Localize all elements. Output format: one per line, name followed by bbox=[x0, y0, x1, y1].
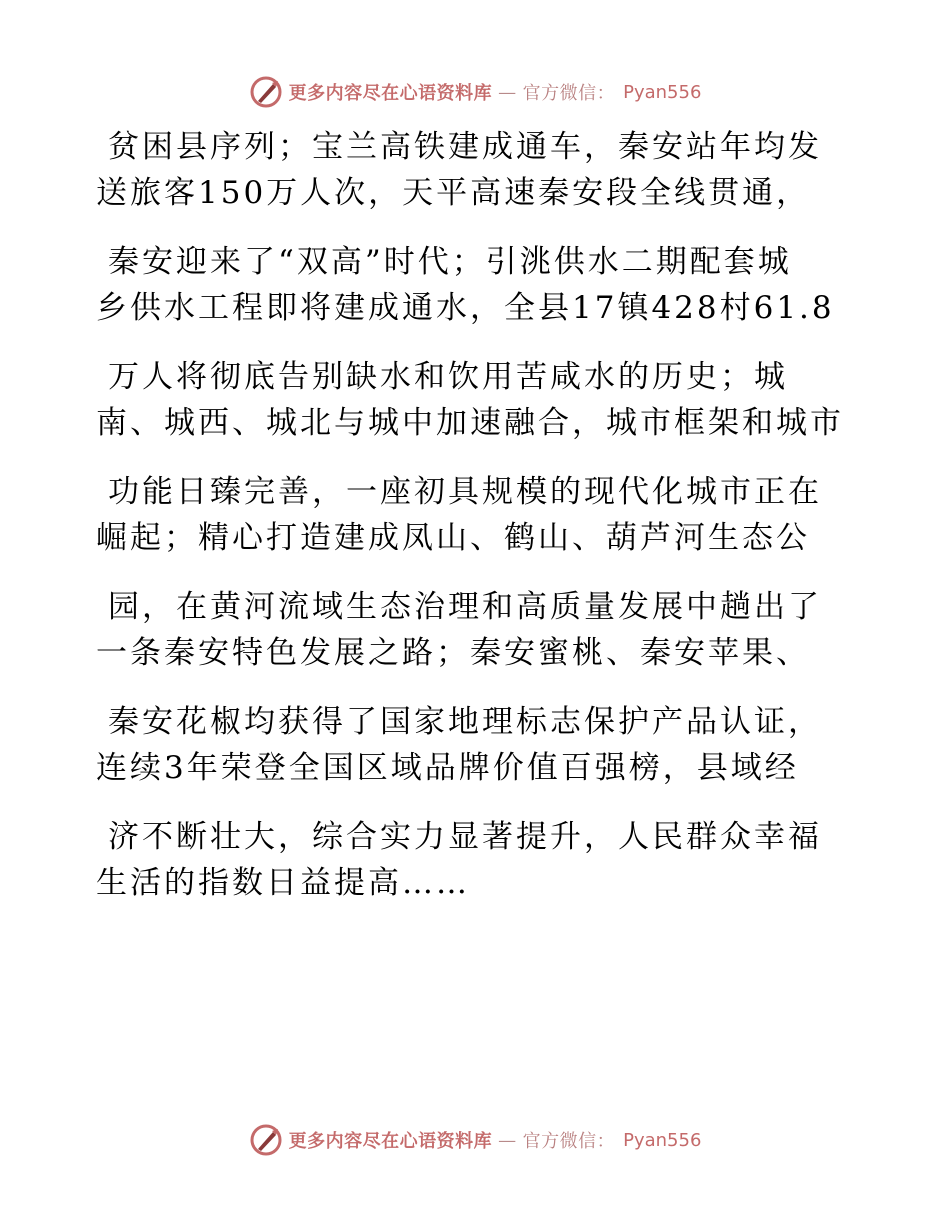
watermark-dash: — bbox=[498, 1129, 517, 1151]
watermark-main-text: 更多内容尽在心语资料库 bbox=[288, 1131, 493, 1152]
quill-logo-icon bbox=[249, 75, 283, 109]
paragraph-line: 乡供水工程即将建成通水，全县17镇428村61.8 bbox=[96, 290, 835, 326]
watermark-main-text: 更多内容尽在心语资料库 bbox=[288, 83, 493, 104]
paragraph-line: 贫困县序列；宝兰高铁建成通车，秦安站年均发 bbox=[108, 129, 822, 165]
paragraph-line: 一条秦安特色发展之路；秦安蜜桃、秦安苹果、 bbox=[96, 635, 810, 671]
paragraph-line: 秦安花椒均获得了国家地理标志保护产品认证， bbox=[108, 704, 822, 740]
watermark-banner-top bbox=[0, 72, 950, 112]
watermark-banner-bottom bbox=[0, 1120, 950, 1160]
watermark-sub-text: 官方微信： bbox=[522, 83, 616, 104]
paragraph-line: 连续3年荣登全国区域品牌价值百强榜，县域经 bbox=[96, 750, 799, 786]
watermark-wechat-id: Pyan556 bbox=[623, 81, 702, 103]
document-body bbox=[96, 124, 856, 906]
paragraph-line: 秦安迎来了“双高”时代；引洮供水二期配套城 bbox=[108, 244, 792, 280]
paragraph-line: 送旅客150万人次，天平高速秦安段全线贯通， bbox=[96, 175, 811, 211]
watermark-dash: — bbox=[498, 81, 517, 103]
watermark-wechat-id: Pyan556 bbox=[623, 1129, 702, 1151]
paragraph-line: 济不断壮大，综合实力显著提升，人民群众幸福 bbox=[108, 819, 822, 855]
paragraph-line: 功能日臻完善，一座初具规模的现代化城市正在 bbox=[108, 474, 822, 510]
paragraph-line: 园，在黄河流域生态治理和高质量发展中趟出了 bbox=[108, 589, 822, 625]
paragraph-line: 崛起；精心打造建成凤山、鹤山、葫芦河生态公 bbox=[96, 520, 810, 556]
watermark-sub-text: 官方微信： bbox=[522, 1131, 616, 1152]
paragraph-line: 南、城西、城北与城中加速融合，城市框架和城市 bbox=[96, 405, 844, 441]
paragraph-line: 生活的指数日益提高…… bbox=[96, 865, 470, 901]
quill-logo-icon bbox=[249, 1123, 283, 1157]
paragraph-line: 万人将彻底告别缺水和饮用苦咸水的历史；城 bbox=[108, 359, 788, 395]
